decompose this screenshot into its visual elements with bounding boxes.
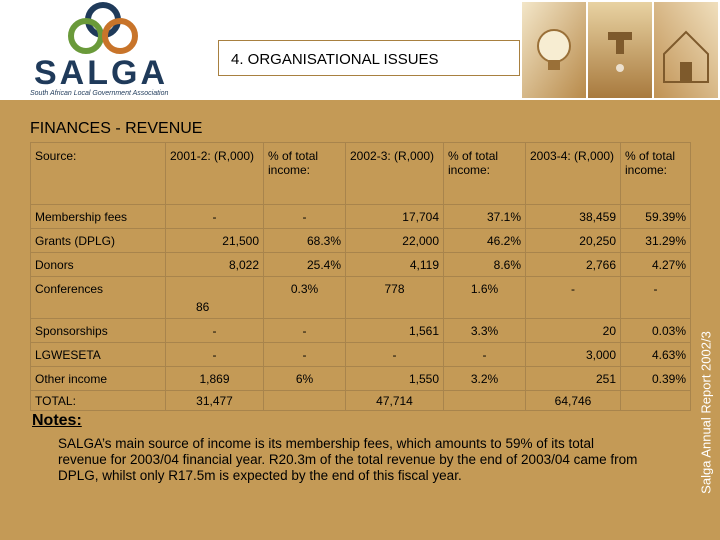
- column-header: % of total income:: [444, 143, 526, 205]
- value-text: 86: [196, 300, 210, 314]
- header-photos-image: [522, 2, 718, 98]
- source-cell: Other income: [31, 367, 166, 391]
- source-cell: LGWESETA: [31, 343, 166, 367]
- logo-tagline: South African Local Government Association: [30, 90, 169, 97]
- value-cell: -: [166, 343, 264, 367]
- table-header-row: [31, 143, 691, 205]
- table-row: [31, 253, 691, 277]
- value-cell: -: [264, 319, 346, 343]
- table-row: [31, 229, 691, 253]
- value-cell: 3.3%: [444, 319, 526, 343]
- value-cell: -: [166, 205, 264, 229]
- value-cell: 778: [346, 277, 444, 319]
- header-photo-strip: [522, 2, 718, 98]
- value-cell: -: [264, 343, 346, 367]
- source-cell: TOTAL:: [31, 391, 166, 411]
- value-cell: [444, 391, 526, 411]
- salga-logo: [8, 2, 208, 98]
- value-cell: 3.2%: [444, 367, 526, 391]
- source-cell: Grants (DPLG): [31, 229, 166, 253]
- value-cell: 1,550: [346, 367, 444, 391]
- table-row: [31, 319, 691, 343]
- logo-wordmark: SALGA: [34, 54, 168, 92]
- table-row: [31, 343, 691, 367]
- value-cell: 251: [526, 367, 621, 391]
- value-cell: 31,477: [166, 391, 264, 411]
- value-cell: 47,714: [346, 391, 444, 411]
- lightbulb-icon: [538, 30, 570, 62]
- value-cell: 1.6%: [444, 277, 526, 319]
- table-row: [31, 277, 691, 319]
- value-cell: -: [444, 343, 526, 367]
- value-cell: -: [166, 319, 264, 343]
- value-cell: 4.27%: [621, 253, 691, 277]
- value-cell: 20,250: [526, 229, 621, 253]
- table-row: [31, 205, 691, 229]
- column-header: % of total income:: [264, 143, 346, 205]
- value-cell: 1,869: [166, 367, 264, 391]
- value-cell: -: [621, 277, 691, 319]
- side-label-text: Salga Annual Report 2002/3: [698, 331, 714, 494]
- value-cell: 8.6%: [444, 253, 526, 277]
- logo-rings-icon: [8, 2, 208, 62]
- value-cell: 59.39%: [621, 205, 691, 229]
- source-cell: Sponsorships: [31, 319, 166, 343]
- value-cell: 0.39%: [621, 367, 691, 391]
- source-cell: Membership fees: [31, 205, 166, 229]
- value-cell: 46.2%: [444, 229, 526, 253]
- value-cell: 21,500: [166, 229, 264, 253]
- value-cell: 0.3%: [264, 277, 346, 319]
- table-row: [31, 367, 691, 391]
- value-cell: 31.29%: [621, 229, 691, 253]
- value-cell: 37.1%: [444, 205, 526, 229]
- column-header: Source:: [31, 143, 166, 205]
- value-cell: [621, 391, 691, 411]
- revenue-table: [30, 142, 691, 411]
- value-cell: 0.03%: [621, 319, 691, 343]
- section-heading: FINANCES - REVENUE: [30, 120, 203, 137]
- value-cell: 38,459: [526, 205, 621, 229]
- value-cell: 3,000: [526, 343, 621, 367]
- value-cell: -: [526, 277, 621, 319]
- page-title: 4. ORGANISATIONAL ISSUES: [231, 51, 439, 68]
- value-cell: 64,746: [526, 391, 621, 411]
- value-cell: 1,561: [346, 319, 444, 343]
- value-cell: 4.63%: [621, 343, 691, 367]
- value-cell: 22,000: [346, 229, 444, 253]
- table-total-row: [31, 391, 691, 411]
- value-cell: -: [346, 343, 444, 367]
- value-cell: 25.4%: [264, 253, 346, 277]
- value-cell: -: [264, 205, 346, 229]
- value-cell: 8,022: [166, 253, 264, 277]
- column-header: % of total income:: [621, 143, 691, 205]
- value-cell: 4,119: [346, 253, 444, 277]
- value-cell: [166, 277, 264, 319]
- side-label: [694, 300, 714, 530]
- value-cell: 68.3%: [264, 229, 346, 253]
- column-header: 2002-3: (R,000): [346, 143, 444, 205]
- page-title-box: [218, 40, 520, 76]
- value-cell: 2,766: [526, 253, 621, 277]
- notes-heading: Notes:: [32, 412, 82, 429]
- value-cell: 6%: [264, 367, 346, 391]
- value-cell: 20: [526, 319, 621, 343]
- column-header: 2003-4: (R,000): [526, 143, 621, 205]
- source-cell: Donors: [31, 253, 166, 277]
- value-cell: 17,704: [346, 205, 444, 229]
- value-cell: [264, 391, 346, 411]
- source-cell: Conferences: [31, 277, 166, 319]
- column-header: 2001-2: (R,000): [166, 143, 264, 205]
- notes-body: SALGA’s main source of income is its membership fees, which amounts to 59% of its total revenue for 2003/04 financial year. R20.3m of the total revenue by the end of 2003/04 came from DPLG, whilst only R17.5m is expected by the end of this fiscal year.: [58, 436, 638, 483]
